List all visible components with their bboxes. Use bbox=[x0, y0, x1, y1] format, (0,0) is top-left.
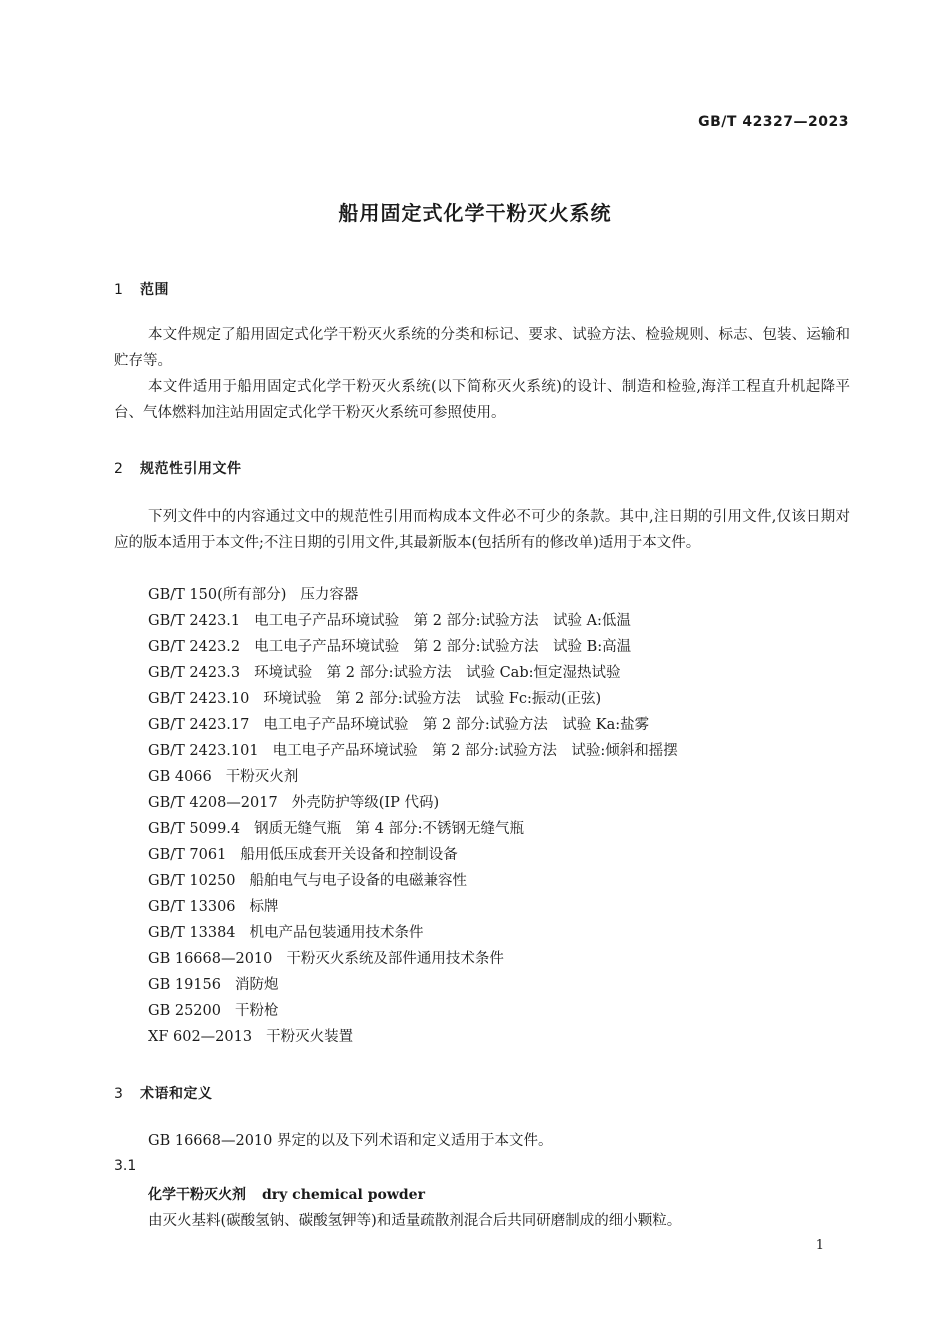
reference-item bbox=[148, 738, 678, 764]
reference-code: GB/T 13306 bbox=[148, 899, 236, 915]
reference-item bbox=[148, 842, 678, 868]
reference-code: GB/T 7061 bbox=[148, 847, 227, 863]
term-name bbox=[148, 1184, 425, 1204]
term-number: 3.1 bbox=[114, 1158, 137, 1174]
reference-title: 船用低压成套开关设备和控制设备 bbox=[240, 847, 458, 863]
term-name-cn: 化学干粉灭火剂 bbox=[148, 1187, 246, 1203]
reference-title: 环境试验 第 2 部分:试验方法 试验 Fc:振动(正弦) bbox=[263, 691, 602, 707]
reference-item bbox=[148, 868, 678, 894]
scope-paragraph-2: 本文件适用于船用固定式化学干粉灭火系统(以下简称灭火系统)的设计、制造和检验,海洋工程直升机起降平台、气体燃料加注站用固定式化学干粉灭火系统可参照使用。 bbox=[114, 379, 850, 421]
reference-item bbox=[148, 582, 678, 608]
reference-item bbox=[148, 634, 678, 660]
reference-code: GB/T 2423.101 bbox=[148, 743, 259, 759]
reference-title: 干粉灭火装置 bbox=[266, 1029, 354, 1045]
reference-title: 机电产品包装通用技术条件 bbox=[249, 925, 424, 941]
reference-title: 电工电子产品环境试验 第 2 部分:试验方法 试验:倾斜和摇摆 bbox=[272, 743, 678, 759]
reference-item bbox=[148, 1024, 678, 1050]
reference-code: XF 602—2013 bbox=[148, 1029, 253, 1045]
reference-title: 电工电子产品环境试验 第 2 部分:试验方法 试验 A:低温 bbox=[254, 613, 631, 629]
reference-code: GB/T 2423.10 bbox=[148, 691, 250, 707]
reference-code: GB 4066 bbox=[148, 769, 212, 785]
reference-item bbox=[148, 894, 678, 920]
reference-title: 船舶电气与电子设备的电磁兼容性 bbox=[249, 873, 468, 889]
reference-title: 电工电子产品环境试验 第 2 部分:试验方法 试验 B:高温 bbox=[254, 639, 632, 655]
reference-item bbox=[148, 816, 678, 842]
reference-item bbox=[148, 764, 678, 790]
page-number: 1 bbox=[815, 1238, 824, 1253]
reference-title: 消防炮 bbox=[234, 977, 279, 993]
reference-item bbox=[148, 712, 678, 738]
section-number: 2 bbox=[114, 461, 124, 477]
reference-title: 干粉灭火系统及部件通用技术条件 bbox=[286, 951, 504, 967]
reference-item bbox=[148, 686, 678, 712]
term-name-en: dry chemical powder bbox=[262, 1187, 425, 1203]
reference-code: GB 25200 bbox=[148, 1003, 221, 1019]
reference-title: 标牌 bbox=[249, 899, 279, 915]
reference-code: GB/T 2423.2 bbox=[148, 639, 241, 655]
reference-code: GB 16668—2010 bbox=[148, 951, 273, 967]
document-title: 船用固定式化学干粉灭火系统 bbox=[338, 201, 612, 225]
references-intro-paragraph: 下列文件中的内容通过文中的规范性引用而构成本文件必不可少的条款。其中,注日期的引用文件,仅该日期对应的版本适用于本文件;不注日期的引用文件,其最新版本(包括所有的修改单)适用于本文件。 bbox=[114, 509, 850, 551]
reference-item bbox=[148, 608, 678, 634]
reference-item bbox=[148, 920, 678, 946]
reference-item bbox=[148, 660, 678, 686]
reference-title: 干粉灭火剂 bbox=[225, 769, 299, 785]
section-heading-scope bbox=[114, 279, 169, 299]
reference-title: 压力容器 bbox=[300, 587, 359, 603]
reference-list bbox=[148, 582, 678, 1050]
reference-title: 干粉枪 bbox=[234, 1003, 279, 1019]
reference-title: 电工电子产品环境试验 第 2 部分:试验方法 试验 Ka:盐雾 bbox=[263, 717, 650, 733]
reference-item bbox=[148, 790, 678, 816]
reference-code: GB/T 150(所有部分) bbox=[148, 587, 287, 603]
reference-item bbox=[148, 998, 678, 1024]
section-title: 术语和定义 bbox=[140, 1086, 213, 1102]
reference-code: GB/T 4208—2017 bbox=[148, 795, 278, 811]
standard-code: GB/T 42327—2023 bbox=[698, 114, 849, 130]
reference-title: 钢质无缝气瓶 第 4 部分:不锈钢无缝气瓶 bbox=[254, 821, 524, 837]
scope-paragraph-1: 本文件规定了船用固定式化学干粉灭火系统的分类和标记、要求、试验方法、检验规则、标志、包装、运输和贮存等。 bbox=[114, 327, 850, 369]
reference-code: GB/T 2423.1 bbox=[148, 613, 241, 629]
section-number: 1 bbox=[114, 282, 124, 298]
reference-item bbox=[148, 946, 678, 972]
section-number: 3 bbox=[114, 1086, 124, 1102]
reference-title: 外壳防护等级(IP 代码) bbox=[291, 795, 440, 811]
reference-code: GB/T 13384 bbox=[148, 925, 236, 941]
reference-item bbox=[148, 972, 678, 998]
reference-code: GB/T 10250 bbox=[148, 873, 236, 889]
reference-code: GB 19156 bbox=[148, 977, 221, 993]
reference-code: GB/T 2423.17 bbox=[148, 717, 250, 733]
reference-code: GB/T 2423.3 bbox=[148, 665, 241, 681]
reference-title: 环境试验 第 2 部分:试验方法 试验 Cab:恒定湿热试验 bbox=[254, 665, 621, 681]
terms-intro-paragraph: GB 16668—2010 界定的以及下列术语和定义适用于本文件。 bbox=[148, 1133, 553, 1149]
section-heading-normative-references bbox=[114, 458, 242, 478]
section-title: 范围 bbox=[140, 282, 169, 298]
section-heading-terms-definitions bbox=[114, 1083, 213, 1103]
term-definition: 由灭火基料(碳酸氢钠、碳酸氢钾等)和适量疏散剂混合后共同研磨制成的细小颗粒。 bbox=[148, 1213, 682, 1229]
section-title: 规范性引用文件 bbox=[140, 461, 242, 477]
reference-code: GB/T 5099.4 bbox=[148, 821, 241, 837]
